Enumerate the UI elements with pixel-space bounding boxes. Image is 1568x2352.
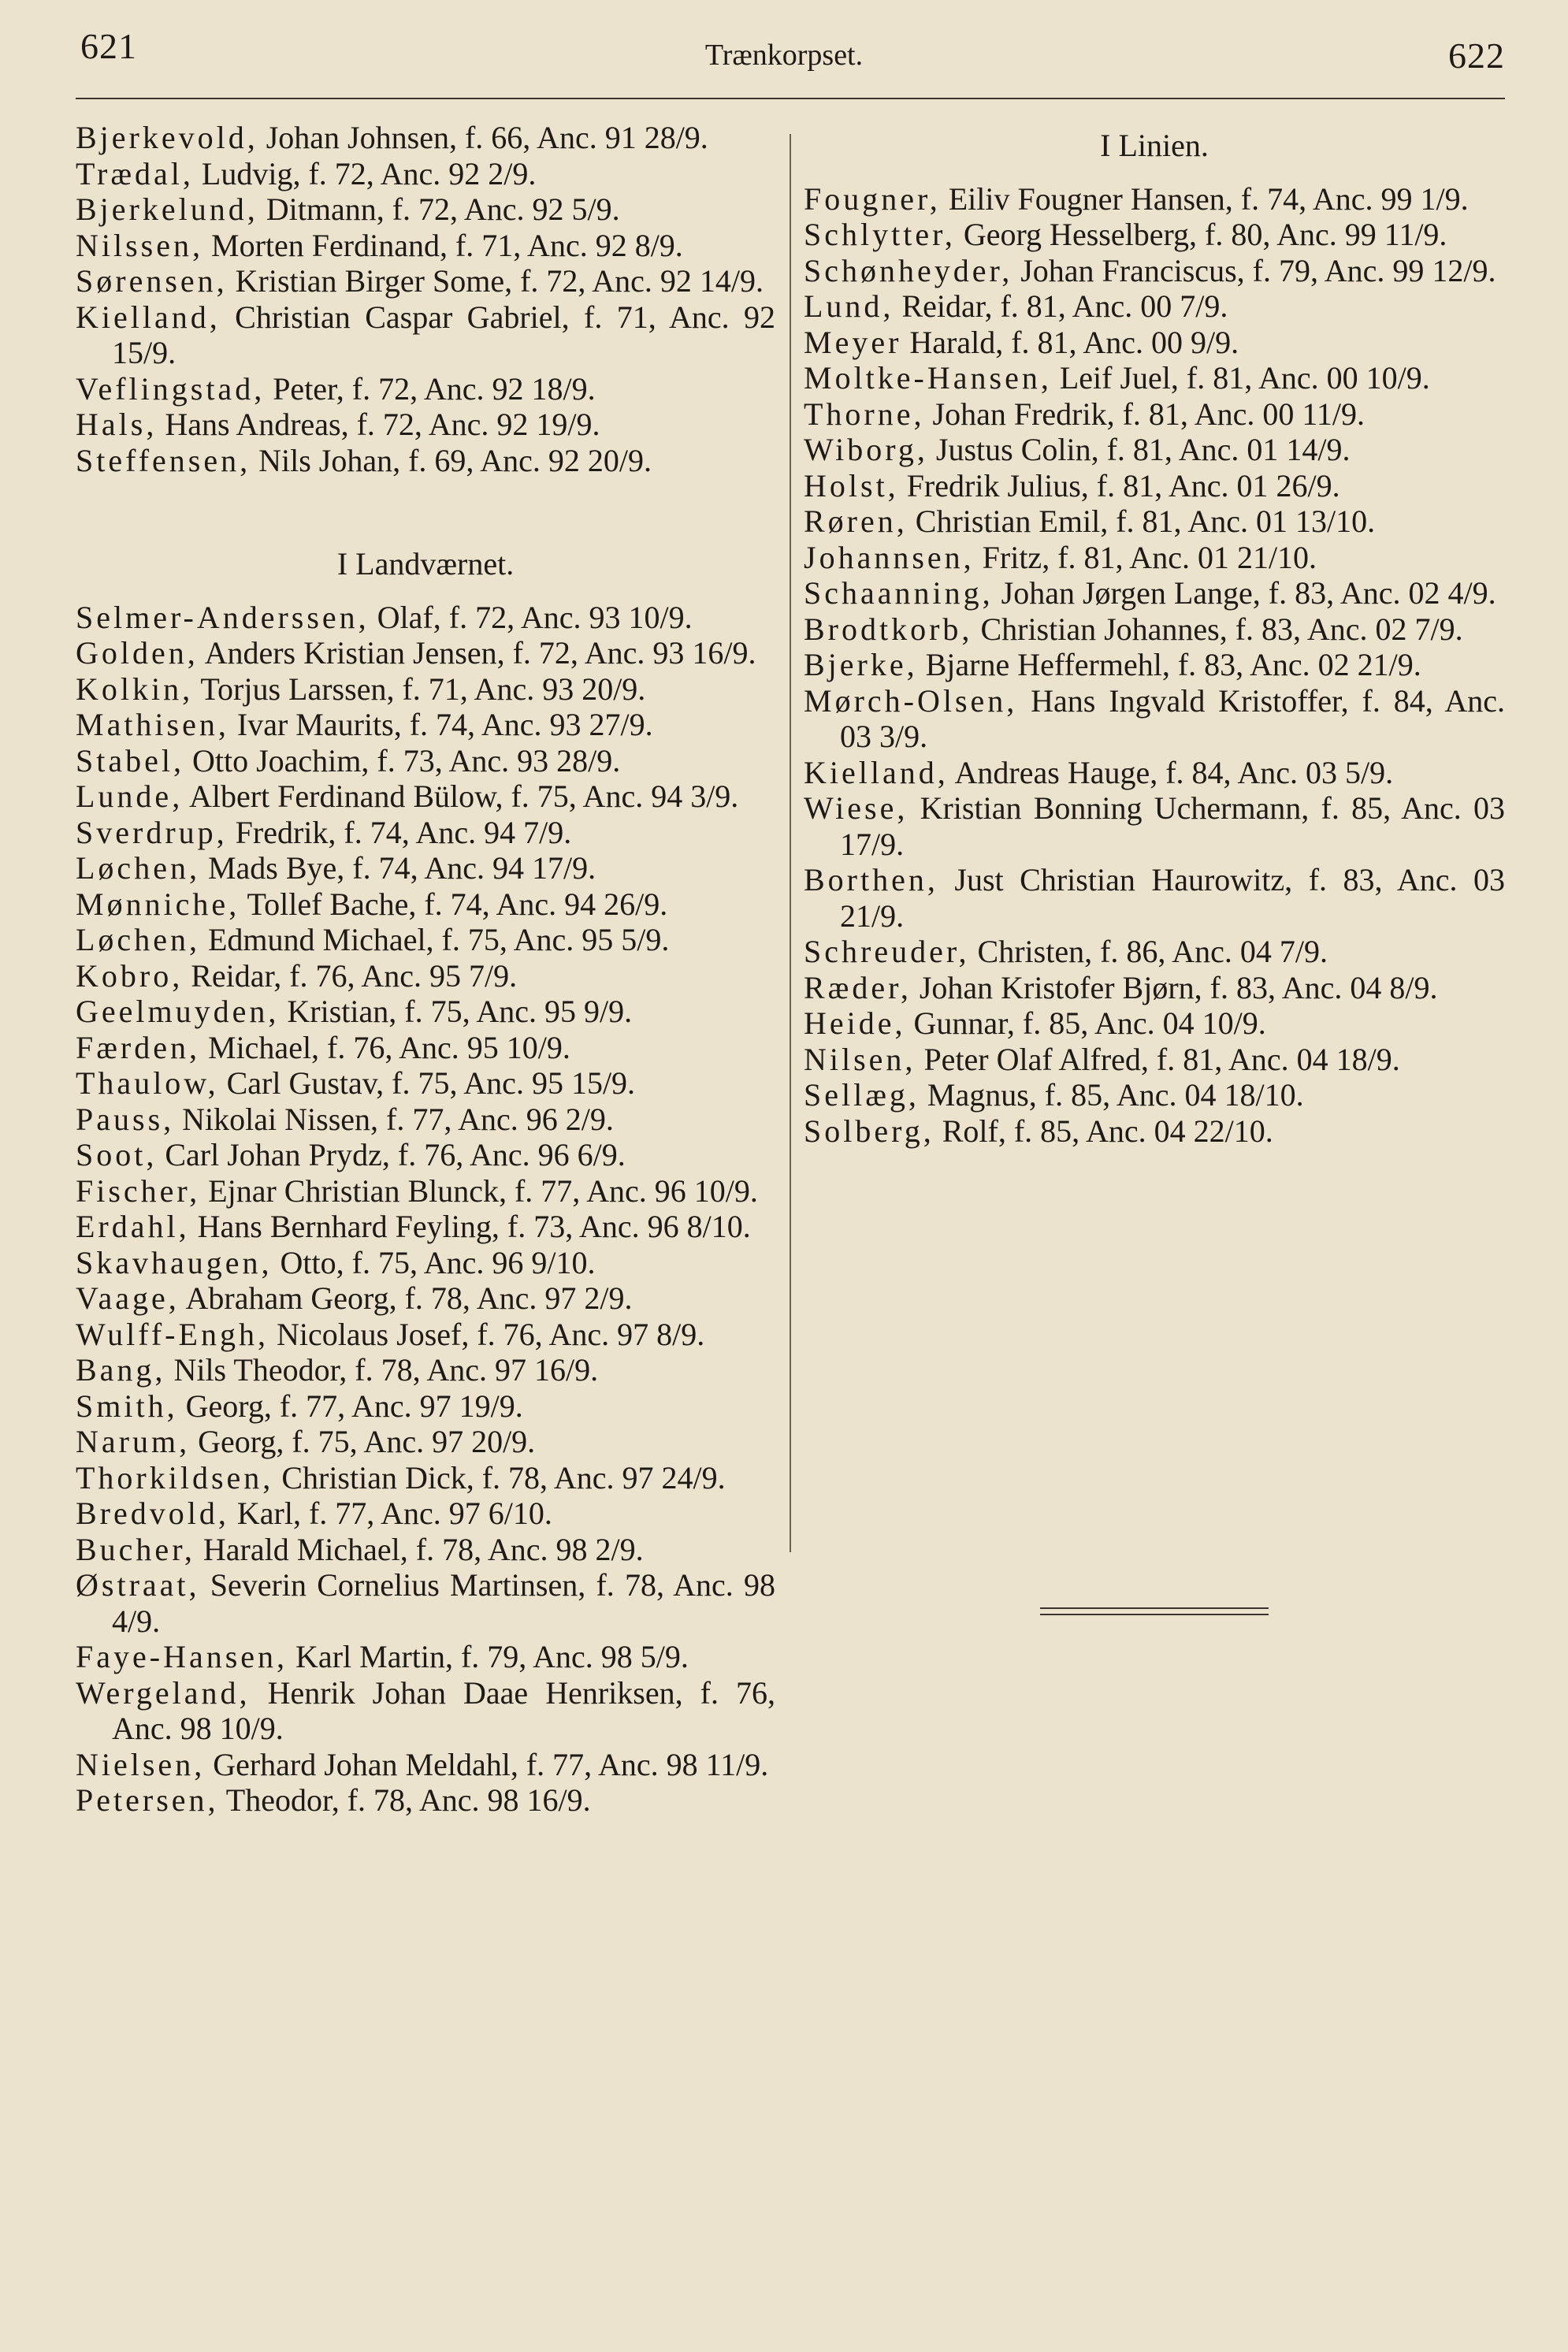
entry-details: Nikolai Nissen, f. 77, Anc. 96 2/9. xyxy=(182,1101,614,1137)
roster-entry xyxy=(76,922,775,958)
entry-details: Johan Jørgen Lange, f. 83, Anc. 02 4/9. xyxy=(1001,575,1496,611)
entry-details: Reidar, f. 81, Anc. 00 7/9. xyxy=(901,288,1228,324)
entry-details: Carl Gustav, f. 75, Anc. 95 15/9. xyxy=(226,1065,636,1101)
entry-surname: Wiborg, xyxy=(804,432,928,467)
entry-details: Georg Hesselberg, f. 80, Anc. 99 11/9. xyxy=(963,217,1447,252)
entry-surname: Trædal, xyxy=(76,155,194,191)
entry-surname: Selmer-Anderssen, xyxy=(76,599,370,635)
entry-surname: Petersen, xyxy=(76,1782,219,1818)
entry-details: Carl Johan Prydz, f. 76, Anc. 96 6/9. xyxy=(165,1137,626,1172)
entry-details: Ludvig, f. 72, Anc. 92 2/9. xyxy=(201,155,537,191)
roster-entry xyxy=(804,611,1505,648)
roster-entry xyxy=(804,396,1505,433)
entry-surname: Nilssen, xyxy=(76,227,203,263)
entry-details: Peter, f. 72, Anc. 92 18/9. xyxy=(273,370,596,407)
entry-surname: Vaage, xyxy=(76,1280,180,1316)
entry-surname: Ræder, xyxy=(804,969,912,1005)
roster-entry xyxy=(76,228,775,264)
roster-entry xyxy=(76,743,775,779)
roster-entry xyxy=(76,1352,775,1388)
entry-details: Christian Dick, f. 78, Anc. 97 24/9. xyxy=(281,1459,726,1496)
roster-entry xyxy=(76,1532,775,1568)
roster-entry xyxy=(76,1567,775,1639)
roster-entry xyxy=(804,360,1505,396)
header-rule xyxy=(76,98,1505,99)
roster-entry xyxy=(76,156,775,192)
roster-entry xyxy=(804,253,1505,289)
roster-entry xyxy=(76,1639,775,1675)
roster-entry xyxy=(76,1280,775,1317)
entry-details: Otto, f. 75, Anc. 96 9/10. xyxy=(280,1244,596,1280)
roster-entry xyxy=(76,1030,775,1066)
roster-entry xyxy=(804,325,1505,361)
entry-details: Mads Bye, f. 74, Anc. 94 17/9. xyxy=(207,850,596,886)
entry-surname: Kielland, xyxy=(76,299,221,335)
entry-details: Harald, f. 81, Anc. 00 9/9. xyxy=(909,324,1239,360)
entry-surname: Skavhaugen, xyxy=(76,1244,273,1280)
entry-details: Bjarne Heffermehl, f. 83, Anc. 02 21/9. xyxy=(925,647,1421,682)
roster-entry xyxy=(804,1042,1505,1078)
end-double-rule xyxy=(1040,1607,1269,1615)
roster-entry xyxy=(76,994,775,1030)
entry-surname: Veflingstad, xyxy=(76,370,266,407)
column-divider xyxy=(790,134,791,1552)
entry-details: Georg, f. 77, Anc. 97 19/9. xyxy=(185,1388,523,1424)
roster-entry xyxy=(76,1173,775,1209)
entry-surname: Schreuder, xyxy=(804,934,970,969)
roster-entry xyxy=(804,1113,1505,1150)
roster-entry xyxy=(76,778,775,815)
entry-surname: Bucher, xyxy=(76,1531,195,1567)
entry-surname: Stabel, xyxy=(76,742,184,778)
entry-surname: Nielsen, xyxy=(76,1746,206,1782)
entry-surname: Solberg, xyxy=(804,1113,934,1149)
entry-details: Karl Martin, f. 79, Anc. 98 5/9. xyxy=(295,1639,689,1674)
entry-details: Karl, f. 77, Anc. 97 6/10. xyxy=(236,1496,552,1531)
entry-surname: Bjerkevold, xyxy=(76,120,258,155)
entry-surname: Golden, xyxy=(76,635,199,671)
entry-surname: Bredvold, xyxy=(76,1496,229,1531)
roster-entry xyxy=(76,850,775,886)
roster-entry xyxy=(804,575,1505,611)
entry-details: Gerhard Johan Meldahl, f. 77, Anc. 98 11/9. xyxy=(213,1746,769,1782)
entry-details: Abraham Georg, f. 78, Anc. 97 2/9. xyxy=(185,1280,633,1316)
entry-details: Christen, f. 86, Anc. 04 7/9. xyxy=(977,934,1328,969)
roster-entry xyxy=(76,886,775,923)
entry-details: Fritz, f. 81, Anc. 01 21/10. xyxy=(982,539,1317,575)
entry-details: Olaf, f. 72, Anc. 93 10/9. xyxy=(377,599,693,635)
entry-surname: Bang, xyxy=(76,1352,166,1388)
roster-entry xyxy=(804,181,1505,217)
roster-entry xyxy=(804,217,1505,253)
entry-details: Nicolaus Josef, f. 76, Anc. 97 8/9. xyxy=(276,1316,705,1352)
entry-details: Hans Bernhard Feyling, f. 73, Anc. 96 8/10. xyxy=(197,1209,751,1244)
entry-surname: Wulff-Engh, xyxy=(76,1316,269,1352)
entry-surname: Thorkildsen, xyxy=(76,1459,274,1496)
entry-details: Rolf, f. 85, Anc. 04 22/10. xyxy=(942,1113,1273,1149)
entry-surname: Mønniche, xyxy=(76,886,240,922)
entry-details: Georg, f. 75, Anc. 97 20/9. xyxy=(198,1424,536,1459)
entry-surname: Schønheyder, xyxy=(804,252,1013,288)
entry-details: Andreas Hauge, f. 84, Anc. 03 5/9. xyxy=(954,754,1394,790)
entry-surname: Bjerkelund, xyxy=(76,191,258,227)
right-column xyxy=(804,120,1505,1149)
entry-surname: Lund, xyxy=(804,288,894,324)
entry-details: Hans Andreas, f. 72, Anc. 92 19/9. xyxy=(165,407,600,442)
roster-entry xyxy=(804,288,1505,325)
entry-surname: Steffensen, xyxy=(76,442,251,478)
entry-details: Johan Fredrik, f. 81, Anc. 00 11/9. xyxy=(932,396,1365,432)
entry-details: Kristian, f. 75, Anc. 95 9/9. xyxy=(287,994,633,1029)
roster-entry xyxy=(76,120,775,156)
roster-entry xyxy=(804,1077,1505,1113)
entry-surname: Faye-Hansen, xyxy=(76,1639,288,1674)
roster-entry xyxy=(76,1065,775,1102)
entry-surname: Kielland, xyxy=(804,754,949,790)
entry-surname: Heide, xyxy=(804,1005,906,1041)
roster-entry xyxy=(804,1005,1505,1042)
entry-surname: Wergeland, xyxy=(76,1674,251,1711)
entry-details: Fredrik Julius, f. 81, Anc. 01 26/9. xyxy=(906,467,1340,503)
roster-entry xyxy=(804,647,1505,683)
left-column xyxy=(76,120,775,1819)
entry-details: Hans Ingvald Kristoffer, f. 84, Anc. 03 3/9. xyxy=(840,682,1506,754)
entry-surname: Sellæg, xyxy=(804,1077,920,1113)
entry-surname: Johannsen, xyxy=(804,539,975,575)
entry-details: Severin Cornelius Martinsen, f. 78, Anc. 98 4/9. xyxy=(112,1567,775,1639)
entry-details: Kristian Birger Some, f. 72, Anc. 92 14/9. xyxy=(235,263,764,299)
roster-entry xyxy=(76,263,775,299)
roster-entry xyxy=(76,958,775,994)
entry-details: Nils Johan, f. 69, Anc. 92 20/9. xyxy=(258,442,652,478)
section-title-linien: I Linien. xyxy=(1100,128,1209,163)
entry-details: Magnus, f. 85, Anc. 04 18/10. xyxy=(927,1077,1304,1113)
roster-entry xyxy=(76,1137,775,1173)
linien-entry-list xyxy=(804,181,1505,1150)
entry-surname: Schlytter, xyxy=(804,217,956,252)
entry-surname: Mørch-Olsen, xyxy=(804,682,1018,719)
section-title-landvaernet: I Landværnet. xyxy=(336,546,515,581)
roster-entry xyxy=(76,443,775,479)
entry-surname: Pauss, xyxy=(76,1101,175,1137)
entry-details: Gunnar, f. 85, Anc. 04 10/9. xyxy=(913,1005,1266,1041)
entry-details: Eiliv Fougner Hansen, f. 74, Anc. 99 1/9. xyxy=(948,180,1469,217)
entry-details: Morten Ferdinand, f. 71, Anc. 92 8/9. xyxy=(211,227,683,263)
entry-details: Christian Caspar Gabriel, f. 71, Anc. 92 15/9. xyxy=(112,299,775,370)
entry-surname: Røren, xyxy=(804,503,908,539)
entry-surname: Fischer, xyxy=(76,1172,201,1209)
roster-entry xyxy=(76,1782,775,1819)
roster-entry xyxy=(76,407,775,443)
roster-entry xyxy=(76,1496,775,1532)
roster-entry xyxy=(76,600,775,636)
entry-details: Reidar, f. 76, Anc. 95 7/9. xyxy=(191,957,518,994)
entry-details: Ditmann, f. 72, Anc. 92 5/9. xyxy=(266,191,620,227)
entry-details: Just Christian Haurowitz, f. 83, Anc. 03 21/9. xyxy=(840,862,1506,934)
entry-details: Anders Kristian Jensen, f. 72, Anc. 93 16/9. xyxy=(204,635,756,671)
entry-details: Nils Theodor, f. 78, Anc. 97 16/9. xyxy=(173,1352,599,1388)
entry-surname: Schaanning, xyxy=(804,575,994,611)
roster-entry xyxy=(804,862,1505,934)
entry-surname: Kobro, xyxy=(76,957,184,994)
running-title: Trænkorpset. xyxy=(704,39,864,72)
entry-details: Harald Michael, f. 78, Anc. 98 2/9. xyxy=(203,1531,644,1567)
page-number-right: 622 xyxy=(1448,35,1505,76)
entry-surname: Thorne, xyxy=(804,396,925,432)
entry-details: Torjus Larssen, f. 71, Anc. 93 20/9. xyxy=(200,671,646,707)
page-header xyxy=(0,0,1568,110)
entry-surname: Lunde, xyxy=(76,778,184,814)
entry-surname: Hals, xyxy=(76,407,158,442)
entry-details: Johan Johnsen, f. 66, Anc. 91 28/9. xyxy=(266,120,708,155)
roster-entry xyxy=(76,1317,775,1353)
roster-entry xyxy=(76,671,775,708)
roster-entry xyxy=(76,1209,775,1245)
left-entry-list xyxy=(76,120,775,478)
entry-details: Michael, f. 76, Anc. 95 10/9. xyxy=(208,1029,570,1065)
page-number-left: 621 xyxy=(80,26,137,66)
entry-surname: Thaulow, xyxy=(76,1065,219,1101)
entry-details: Otto Joachim, f. 73, Anc. 93 28/9. xyxy=(191,742,621,778)
entry-surname: Moltke-Hansen, xyxy=(804,360,1052,396)
entry-surname: Brodtkorb, xyxy=(804,611,973,647)
entry-surname: Løchen, xyxy=(76,922,200,957)
entry-surname: Bjerke, xyxy=(804,647,918,682)
entry-details: Albert Ferdinand Bülow, f. 75, Anc. 94 3/9. xyxy=(188,778,739,814)
entry-surname: Borthen, xyxy=(804,862,938,897)
entry-details: Edmund Michael, f. 75, Anc. 95 5/9. xyxy=(207,922,670,957)
roster-entry xyxy=(76,299,775,371)
entry-details: Ejnar Christian Blunck, f. 77, Anc. 96 10/9. xyxy=(208,1172,758,1209)
entry-details: Fredrik, f. 74, Anc. 94 7/9. xyxy=(235,814,572,850)
entry-surname: Narum, xyxy=(76,1424,191,1459)
roster-entry xyxy=(804,683,1505,755)
roster-entry xyxy=(804,755,1505,791)
entry-surname: Fougner, xyxy=(804,180,941,217)
entry-details: Justus Colin, f. 81, Anc. 01 14/9. xyxy=(935,432,1351,467)
roster-entry xyxy=(76,1102,775,1138)
roster-entry xyxy=(76,1424,775,1460)
entry-details: Theodor, f. 78, Anc. 98 16/9. xyxy=(225,1782,591,1818)
roster-entry xyxy=(76,371,775,407)
entry-details: Christian Johannes, f. 83, Anc. 02 7/9. xyxy=(980,611,1463,647)
entry-surname: Østraat, xyxy=(76,1567,200,1603)
entry-surname: Sørensen, xyxy=(76,263,228,299)
entry-surname: Sverdrup, xyxy=(76,814,228,850)
roster-entry xyxy=(76,1460,775,1496)
entry-details: Leif Juel, f. 81, Anc. 00 10/9. xyxy=(1059,360,1430,396)
entry-details: Henrik Johan Daae Henriksen, f. 76, Anc. 98 10/9. xyxy=(112,1674,776,1746)
entry-surname: Løchen, xyxy=(76,850,200,886)
entry-surname: Meyer xyxy=(804,324,902,360)
entry-surname: Kolkin, xyxy=(76,671,194,707)
roster-entry xyxy=(804,468,1505,504)
entry-surname: Nilsen, xyxy=(804,1041,916,1077)
entry-surname: Smith, xyxy=(76,1388,178,1424)
roster-entry xyxy=(76,815,775,851)
roster-entry xyxy=(76,1245,775,1281)
roster-entry xyxy=(76,635,775,671)
entry-details: Peter Olaf Alfred, f. 81, Anc. 04 18/9. xyxy=(923,1041,1400,1077)
roster-entry xyxy=(804,503,1505,540)
entry-surname: Soot, xyxy=(76,1137,158,1172)
entry-surname: Holst, xyxy=(804,467,899,503)
entry-details: Ivar Maurits, f. 74, Anc. 93 27/9. xyxy=(236,707,653,742)
entry-details: Kristian Bonning Uchermann, f. 85, Anc. 03 17/9. xyxy=(840,790,1506,862)
roster-entry xyxy=(76,1388,775,1425)
entry-details: Johan Kristofer Bjørn, f. 83, Anc. 04 8/9. xyxy=(919,969,1438,1005)
roster-entry xyxy=(804,790,1505,862)
roster-entry xyxy=(76,707,775,743)
entry-surname: Mathisen, xyxy=(76,707,229,742)
entry-surname: Erdahl, xyxy=(76,1209,190,1244)
roster-entry xyxy=(804,540,1505,576)
roster-entry xyxy=(76,191,775,228)
entry-details: Christian Emil, f. 81, Anc. 01 13/10. xyxy=(915,503,1376,539)
entry-surname: Færden, xyxy=(76,1029,200,1065)
roster-entry xyxy=(76,1675,775,1747)
entry-surname: Wiese, xyxy=(804,790,908,826)
entry-details: Johan Franciscus, f. 79, Anc. 99 12/9. xyxy=(1020,252,1496,288)
roster-entry xyxy=(804,432,1505,468)
landvaernet-entry-list xyxy=(76,600,775,1819)
entry-details: Tollef Bache, f. 74, Anc. 94 26/9. xyxy=(247,886,668,922)
roster-entry xyxy=(804,934,1505,970)
roster-entry xyxy=(76,1747,775,1783)
roster-entry xyxy=(804,970,1505,1006)
entry-surname: Geelmuyden, xyxy=(76,994,280,1029)
